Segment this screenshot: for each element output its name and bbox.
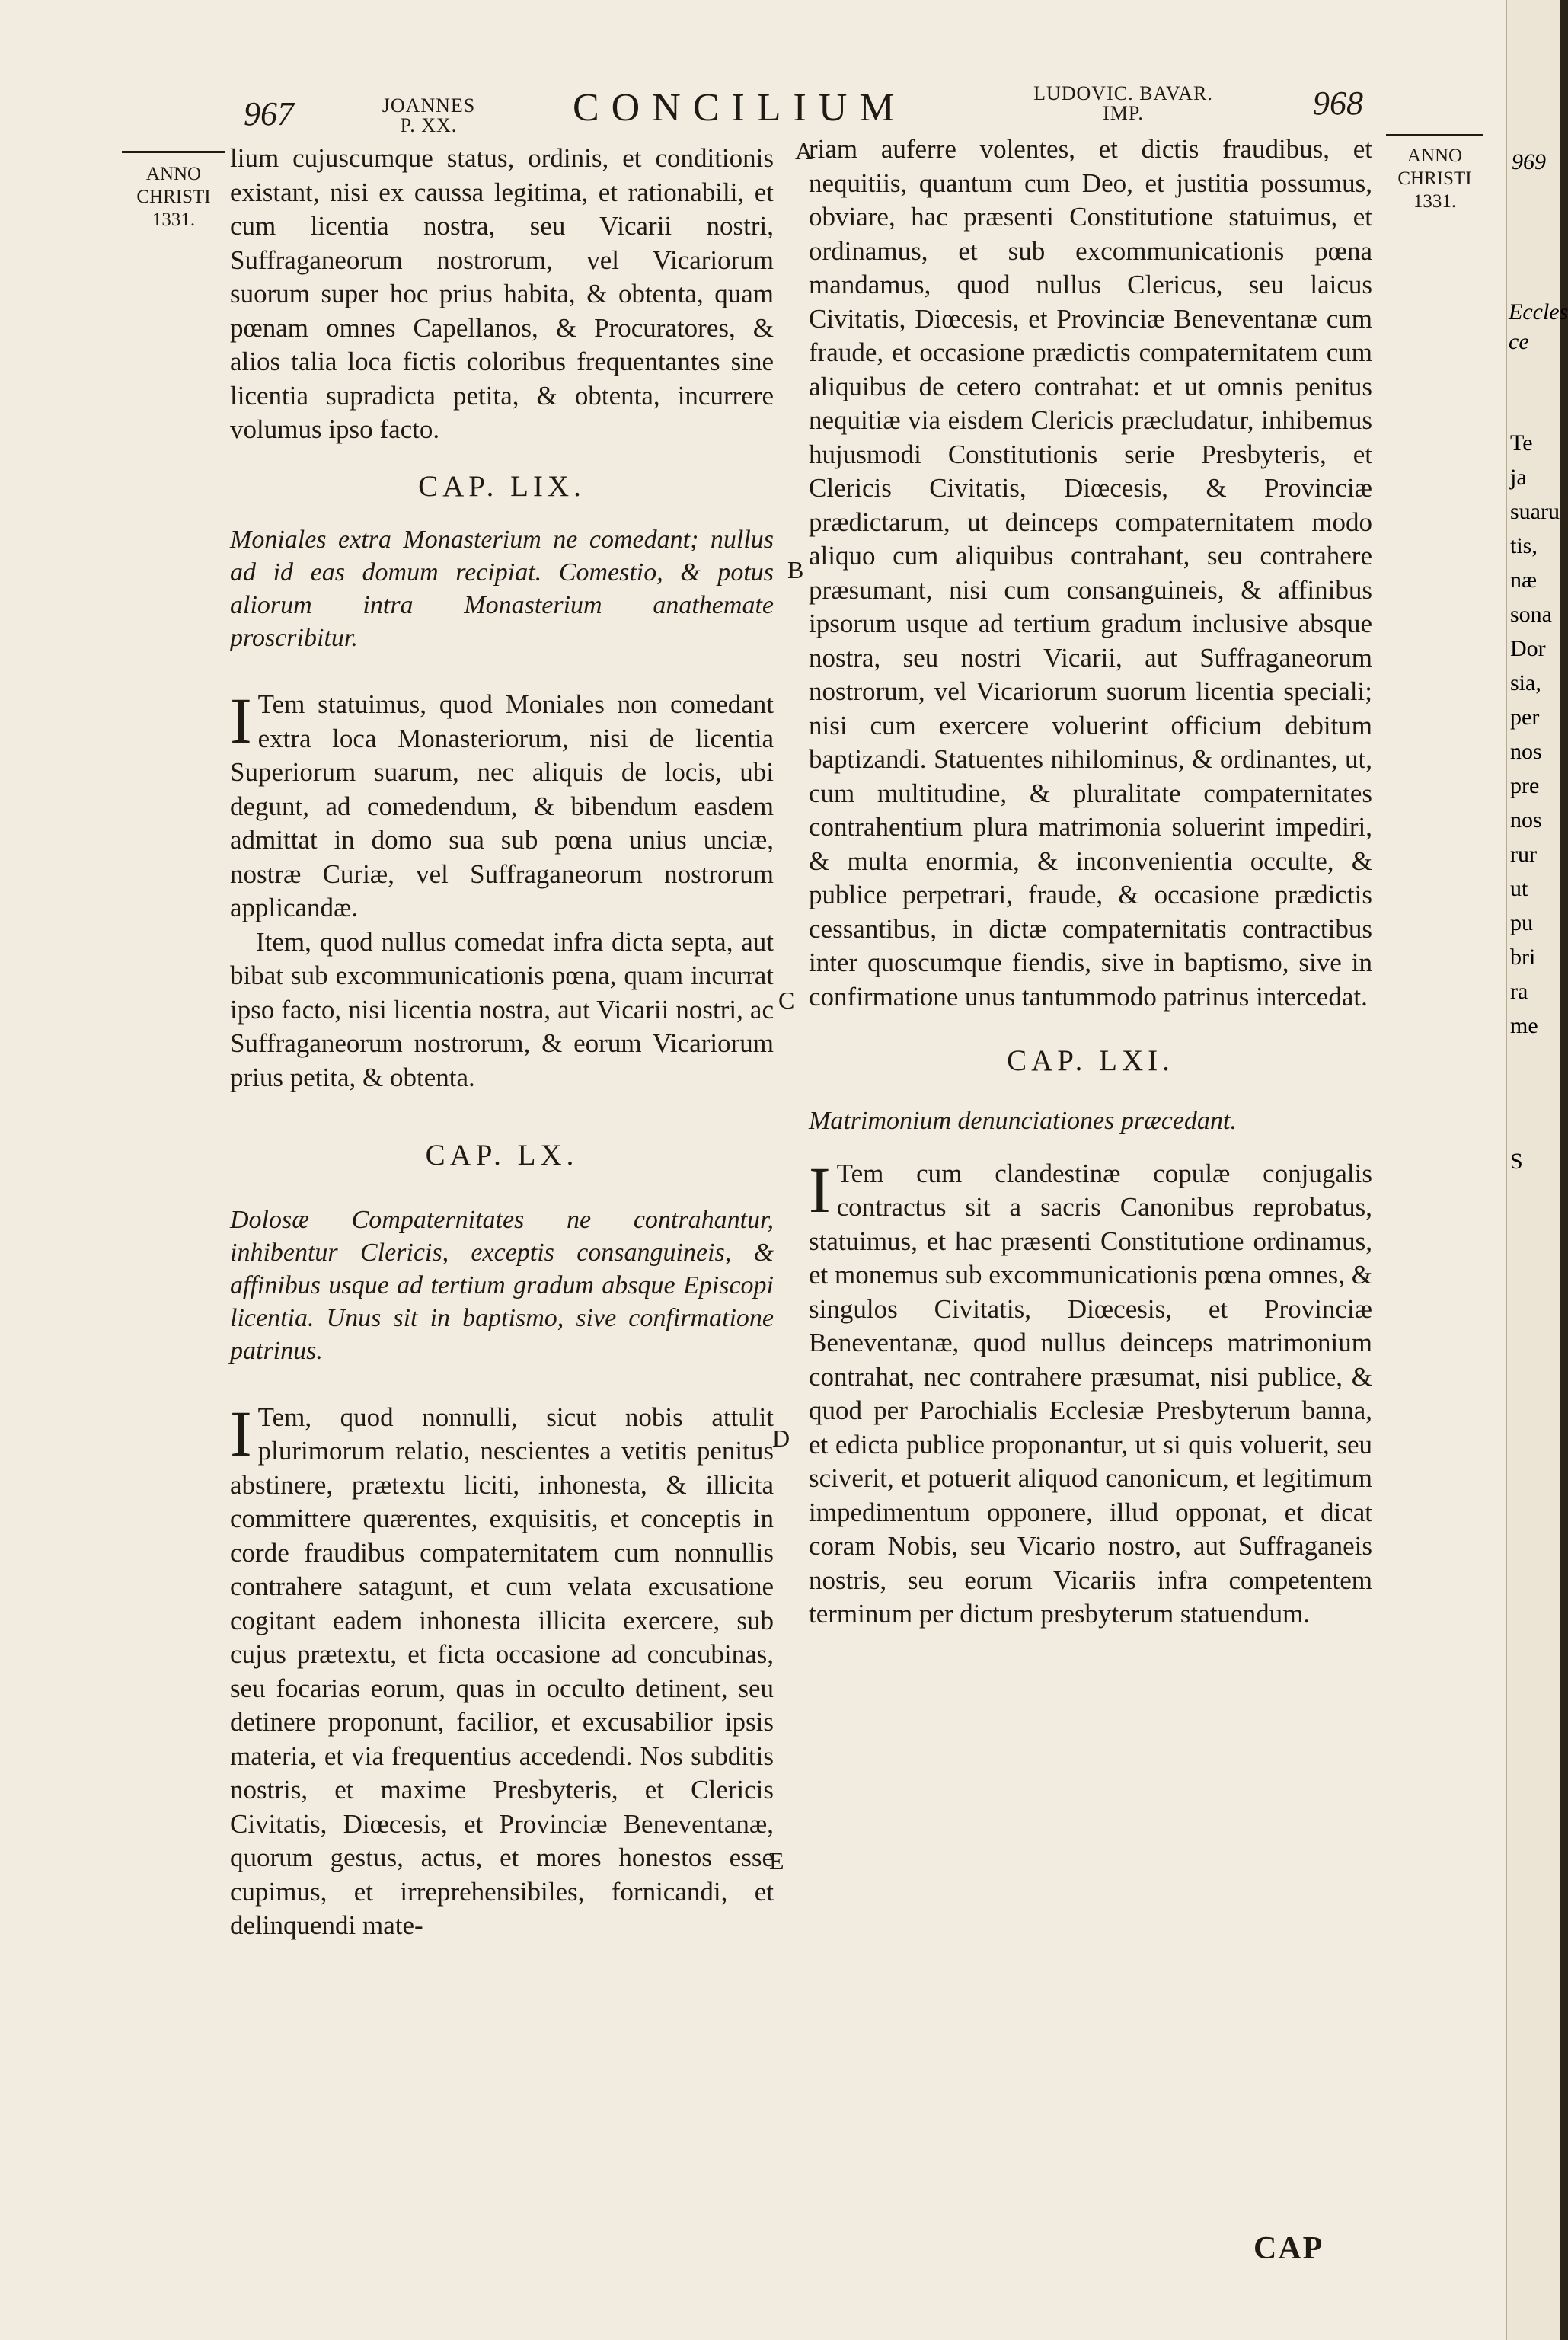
fragment: per xyxy=(1510,705,1540,730)
chapter-summary-lix: Moniales extra Monasterium ne comedant; nullus ad id eas domum recipiat. Comestio, & potus aliorum intra Monasterium anathemate proscribitur. xyxy=(230,526,774,652)
section-letter-a: A xyxy=(795,137,813,165)
left-running-title: JOANNES P. XX. xyxy=(382,94,476,136)
left-column xyxy=(230,142,774,1943)
next-page-number: 969 xyxy=(1512,149,1546,174)
page-title: CONCILIUM xyxy=(573,86,907,129)
section-letter-b: B xyxy=(787,556,804,583)
right-page-number: 968 xyxy=(1313,85,1363,122)
fragment: Te xyxy=(1510,430,1533,456)
fragment: pu xyxy=(1510,910,1533,935)
chapter-summary-lxi: Matrimonium denunciationes præcedant. xyxy=(809,1106,1237,1135)
drop-cap: I xyxy=(230,684,252,757)
next-page-side-note: Eccles ce xyxy=(1509,299,1568,354)
chapter-lix-paragraph-2: Item, quod nullus comedat infra dicta septa, aut bibat sub excommunicationis pœna, quam incurrat ipso facto, nisi licentia nostra, aut Vicarii nostri, ac Suffraganeorum nostrorum, & eorum Vicariorum prius petita, & obtenta. xyxy=(230,926,774,1092)
chapter-lix-paragraph-1: I Tem statuimus, quod Moniales non comedant extra loca Monasteriorum, nisi de licentia Superiorum suarum, nec aliquis de locis, ubi degunt, ad comedendum, & bibendum easdem admittat in domo sua sub pœna unius unciæ, nostræ Curiæ, vel Suffraganeorum nostrorum applicandæ. xyxy=(230,684,774,922)
fragment: Dor xyxy=(1510,636,1546,661)
chapter-lxi-paragraph: I Tem cum clandestinæ copulæ conjugalis contractus sit a sacris Canonibus reprobatus, statuimus, et hac præsenti Constitutione ordinamus, et monemus sub excommunicationis pœna omnes, & singulos Civitatis, Diœcesis, et Provinciæ Beneventanæ, quod nullus deinceps matrimonium contrahat, nec contrahere præsumat, nisi publice, & quod per Parochialis Ecclesiæ Presbyterum banna, et edicta publice proponantur, ut si quis voluerit, seu sciverit, et potuerit aliquod canonicum, et legitimum impedimentum opponere, illud opponat, et dicat coram Nobis, seu Vicario nostro, aut Suffraganeis nostris, seu eorum Vicariis infra competentem terminum per dictum presbyterum statuendum. xyxy=(809,1152,1372,1629)
right-margin-rule xyxy=(1386,134,1483,136)
chapter-heading-lx: CAP. LX. xyxy=(425,1139,579,1172)
fragment: næ xyxy=(1510,567,1538,593)
fragment: nos xyxy=(1510,739,1542,764)
left-intro-paragraph: lium cujuscumque status, ordinis, et conditionis existant, nisi ex caussa legitima, et rationabili, et cum licentia nostra, seu Vicarii nostri, Suffraganeorum nostrorum, vel Vicariorum suorum super hoc prius habita, & obtenta, quam pœnam omnes Capellanos, & Procuratores, & alios talia loca fictis coloribus frequentantes sine licentia supradicta petita, & obtenta, incurrere volumus ipso facto. xyxy=(230,143,774,444)
right-continuation-paragraph: riam auferre volentes, et dictis fraudibus, et nequitiis, quantum cum Deo, et justitia possumus, obviare, hac præsenti Constitutione statuimus, et ordinamus, et sub excommunicationis pœna mandamus, quod nullus Clericus, seu laicus Civitatis, Diœcesis, et Provinciæ Beneventanæ cum fraude, et occasione prædictis compaternitatem cum aliquibus de cetero contrahat: et ut omnis penitus nequitiæ via eisdem Clericis præcludatur, inhibemus hujusmodi Constitutionis serie Presbyteris, et Clericis Civitatis, Diœcesis, & Provinciæ prædictarum, ut deinceps compaternitatem modo aliquo cum aliquibus contrahant, seu contrahere præsumant, nisi cum consanguineis, & affinibus ipsorum usque ad tertium gradum inclusive absque nostra, seu nostri Vicarii, aut Suffraganeorum nostrorum, vel Vicariorum suorum licentia speciali; nisi cum exercere voluerint officium debitum baptizandi. Statuentes nihilominus, & ordinantes, ut, cum multitudine, & pluralitate compaternitates contrahentium plura matrimonia soluerint impediri, & multa enormia, & inconvenientia occulte, & publice perpetrari, fraude, & occasione prædictis cessantibus, in dictæ compaternitatis contractibus inter quoscumque fiendis, sive in baptismo, sive in confirmatione unus tantummodo patrinus intercedat. xyxy=(809,134,1372,1012)
fragment: S xyxy=(1510,1149,1523,1174)
margin-year-right: ANNO CHRISTI 1331. xyxy=(1397,145,1472,212)
chapter-lx-paragraph: I Tem, quod nonnulli, sicut nobis attulit plurimorum relatio, nescientes a vetitis penitus abstinere, prætextu liciti, inhonesta, & illicita committere quærentes, exquisitis, et conceptis in corde fraudibus compaternitatem cum nonnullis contrahere satagunt, et cum velata excusatione cogitant eadem inhonesta illicita exercere, sub cujus prætextu, et ficta occasione ad concubinas, seu focarias eorum, quas in occulto detinent, seu detinere proponunt, facilior, et excusabilior ipsis materia, et via frequentius accedendi. Nos subditis nostris, et maxime Presbyteris, et Clericis Civitatis, Diœcesis, et Provinciæ Beneventanæ, quorum gestus, actus, et mores honestos esse cupimus, et irreprehensibiles, fornicandi, et delinquendi mate- xyxy=(230,1396,774,1940)
fragment: ut xyxy=(1510,876,1528,901)
drop-cap: I xyxy=(230,1396,252,1470)
left-page-number: 967 xyxy=(244,95,294,133)
section-letter-e: E xyxy=(769,1847,784,1875)
margin-year-left: ANNO CHRISTI 1331. xyxy=(136,164,211,230)
catchword: CAP xyxy=(1253,2231,1324,2266)
right-running-title: LUDOVIC. BAVAR. IMP. xyxy=(1033,82,1213,124)
fragment: sona xyxy=(1510,602,1552,627)
section-letter-c: C xyxy=(778,986,795,1014)
fragment: tis, xyxy=(1510,533,1538,558)
fragment: ra xyxy=(1510,979,1528,1004)
fragment: me xyxy=(1510,1013,1538,1038)
left-margin-rule xyxy=(122,151,225,153)
fragment: ja xyxy=(1510,465,1527,490)
fragment: bri xyxy=(1510,945,1536,970)
next-page-edge xyxy=(1506,0,1568,2340)
fragment: nos xyxy=(1510,807,1542,833)
right-column xyxy=(809,133,1372,1632)
drop-cap: I xyxy=(809,1152,831,1226)
fragment: sia, xyxy=(1510,670,1541,695)
chapter-summary-lx: Dolosæ Compaternitates ne contrahantur, inhibentur Clericis, exceptis consanguineis, & affinibus usque ad tertium gradum absque Episcopi licentia. Unus sit in baptismo, sive confirmatione patrinus. xyxy=(230,1205,774,1365)
section-letter-d: D xyxy=(772,1424,790,1452)
fragment: pre xyxy=(1510,773,1540,798)
fragment: suaru xyxy=(1510,499,1560,524)
chapter-heading-lxi: CAP. LXI. xyxy=(1007,1044,1174,1077)
chapter-heading-lix: CAP. LIX. xyxy=(418,469,586,503)
fragment: rur xyxy=(1510,842,1537,867)
